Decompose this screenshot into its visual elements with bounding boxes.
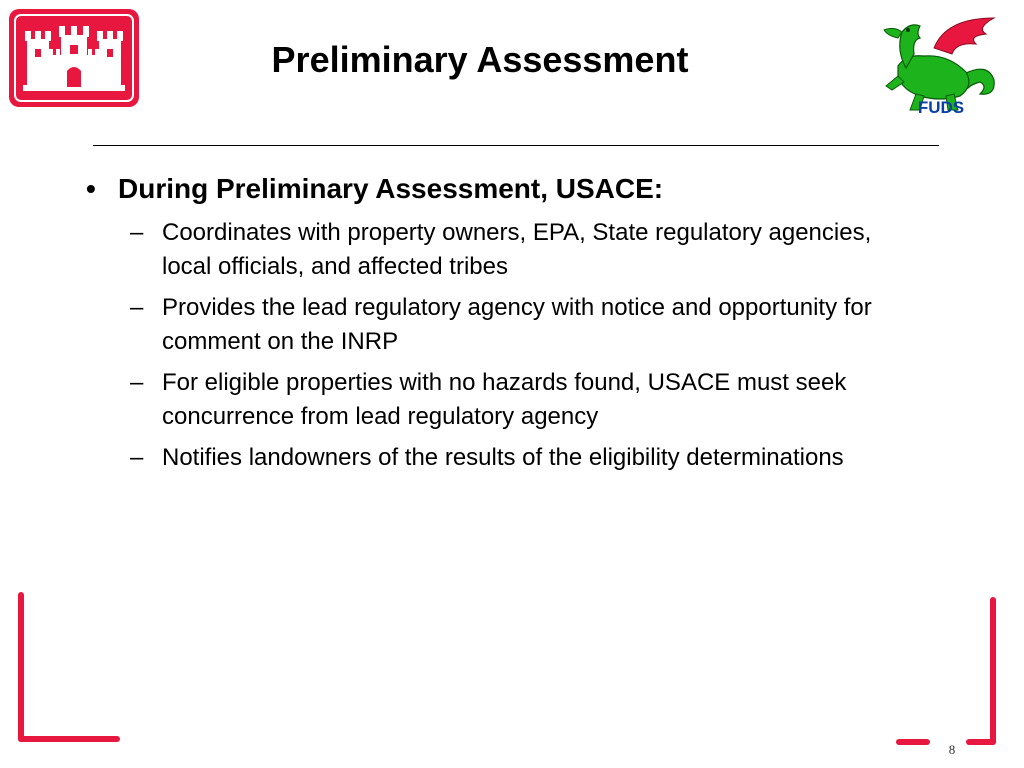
sub-bullet-marker: –	[130, 219, 144, 246]
castle-icon	[9, 9, 139, 107]
slide-title: Preliminary Assessment	[271, 39, 689, 80]
sub-bullet-text: Notifies landowners of the results of the eligibility determinations	[162, 444, 844, 471]
sub-bullet-list	[86, 216, 986, 475]
right-bracket-vertical	[990, 597, 996, 745]
right-bracket-horizontal	[966, 739, 996, 745]
sub-bullet-marker: –	[130, 294, 144, 321]
sub-bullet-item	[86, 366, 892, 434]
bullet-marker: •	[86, 173, 96, 204]
left-bracket-vertical	[18, 592, 24, 742]
sub-bullet-marker: –	[130, 444, 144, 471]
sub-bullet-item	[86, 291, 892, 359]
fuds-label: FUDS	[917, 98, 965, 117]
sub-bullet-marker: –	[130, 369, 144, 396]
sub-bullet-text: Provides the lead regulatory agency with notice and opportunity for comment on the INRP	[162, 294, 872, 355]
left-bracket-horizontal	[18, 736, 120, 742]
bullet-list	[86, 170, 986, 482]
sub-bullet-item	[86, 441, 892, 475]
page-number: 8	[948, 742, 956, 757]
bullet-item	[86, 170, 986, 208]
title-divider	[93, 145, 939, 146]
sub-bullet-text: Coordinates with property owners, EPA, State regulatory agencies, local officials, and affected tribes	[162, 219, 872, 280]
sub-bullet-item	[86, 216, 892, 284]
bullet-text: During Preliminary Assessment, USACE:	[118, 173, 664, 204]
sub-bullet-text: For eligible properties with no hazards found, USACE must seek concurrence from lead regulatory agency	[162, 369, 847, 430]
right-bracket-dash	[896, 739, 930, 745]
